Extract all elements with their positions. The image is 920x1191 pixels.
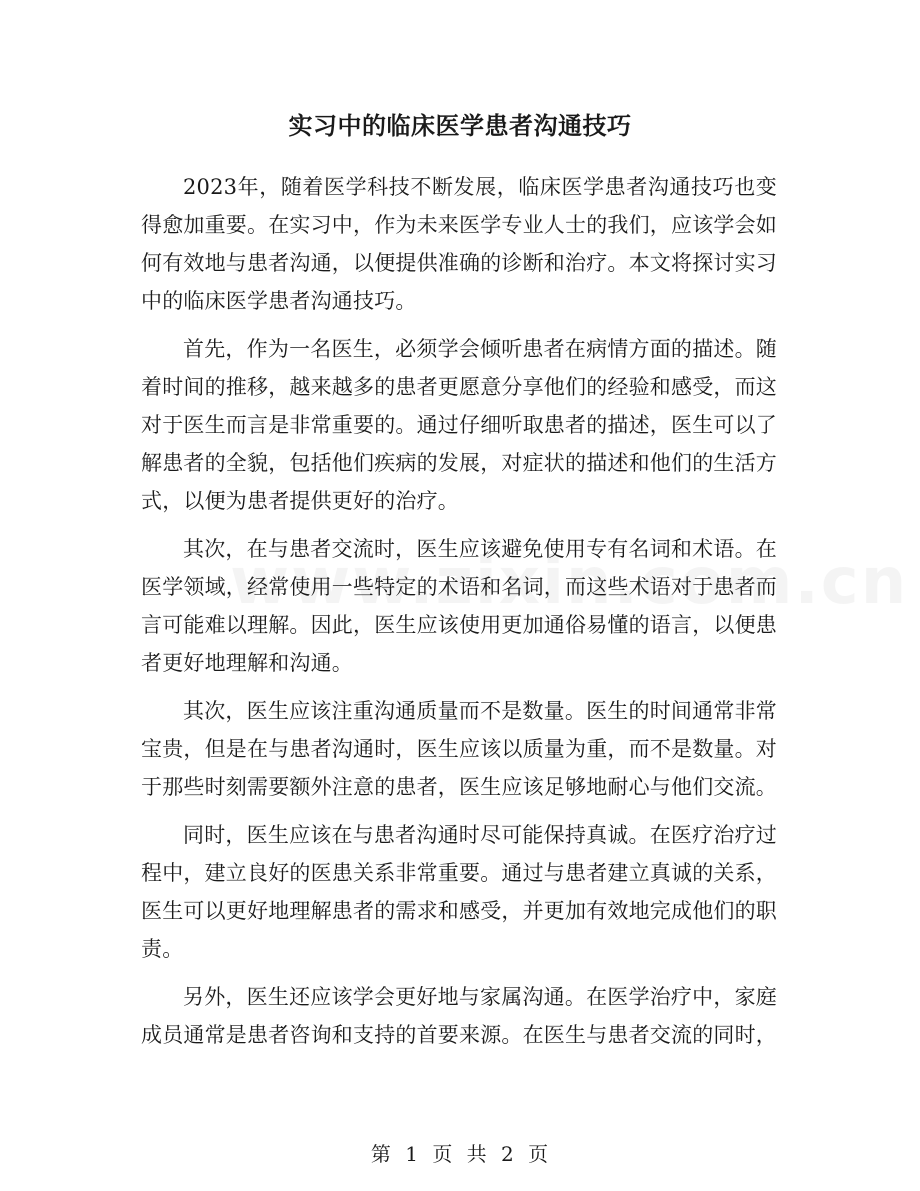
- paragraph: 其次，医生应该注重沟通质量而不是数量。医生的时间通常非常宝贵，但是在与患者沟通时，医生应该以质量为重，而不是数量。对于那些时刻需要额外注意的患者，医生应该足够地耐心与他们交流。: [141, 699, 777, 799]
- paragraph: 首先，作为一名医生，必须学会倾听患者在病情方面的描述。随着时间的推移，越来越多的患者更愿意分享他们的经验和感受，而这对于医生而言是非常重要的。通过仔细听取患者的描述，医生可以了解患者的全貌，包括他们疾病的发展，对症状的描述和他们的生活方式，以便为患者提供更好的治疗。: [141, 337, 777, 513]
- paragraph: 另外，医生还应该学会更好地与家属沟通。在医学治疗中，家庭成员通常是患者咨询和支持的首要来源。在医生与患者交流的同时，: [141, 985, 777, 1047]
- page-number: 第 1 页 共 2 页: [370, 1142, 550, 1166]
- paragraph: 2023年，随着医学科技不断发展，临床医学患者沟通技巧也变得愈加重要。在实习中，作为未来医学专业人士的我们，应该学会如何有效地与患者沟通，以便提供准确的诊断和治疗。本文将探讨实习中的临床医学患者沟通技巧。: [141, 175, 777, 313]
- paragraph: 其次，在与患者交流时，医生应该避免使用专有名词和术语。在医学领域，经常使用一些特定的术语和名词，而这些术语对于患者而言可能难以理解。因此，医生应该使用更加通俗易懂的语言，以便患者更好地理解和沟通。: [141, 537, 777, 675]
- paragraph: 同时，医生应该在与患者沟通时尽可能保持真诚。在医疗治疗过程中，建立良好的医患关系非常重要。通过与患者建立真诚的关系，医生可以更好地理解患者的需求和感受，并更加有效地完成他们的职责。: [141, 823, 777, 961]
- document-title: 实习中的临床医学患者沟通技巧: [288, 111, 632, 140]
- document-body: [141, 168, 777, 1064]
